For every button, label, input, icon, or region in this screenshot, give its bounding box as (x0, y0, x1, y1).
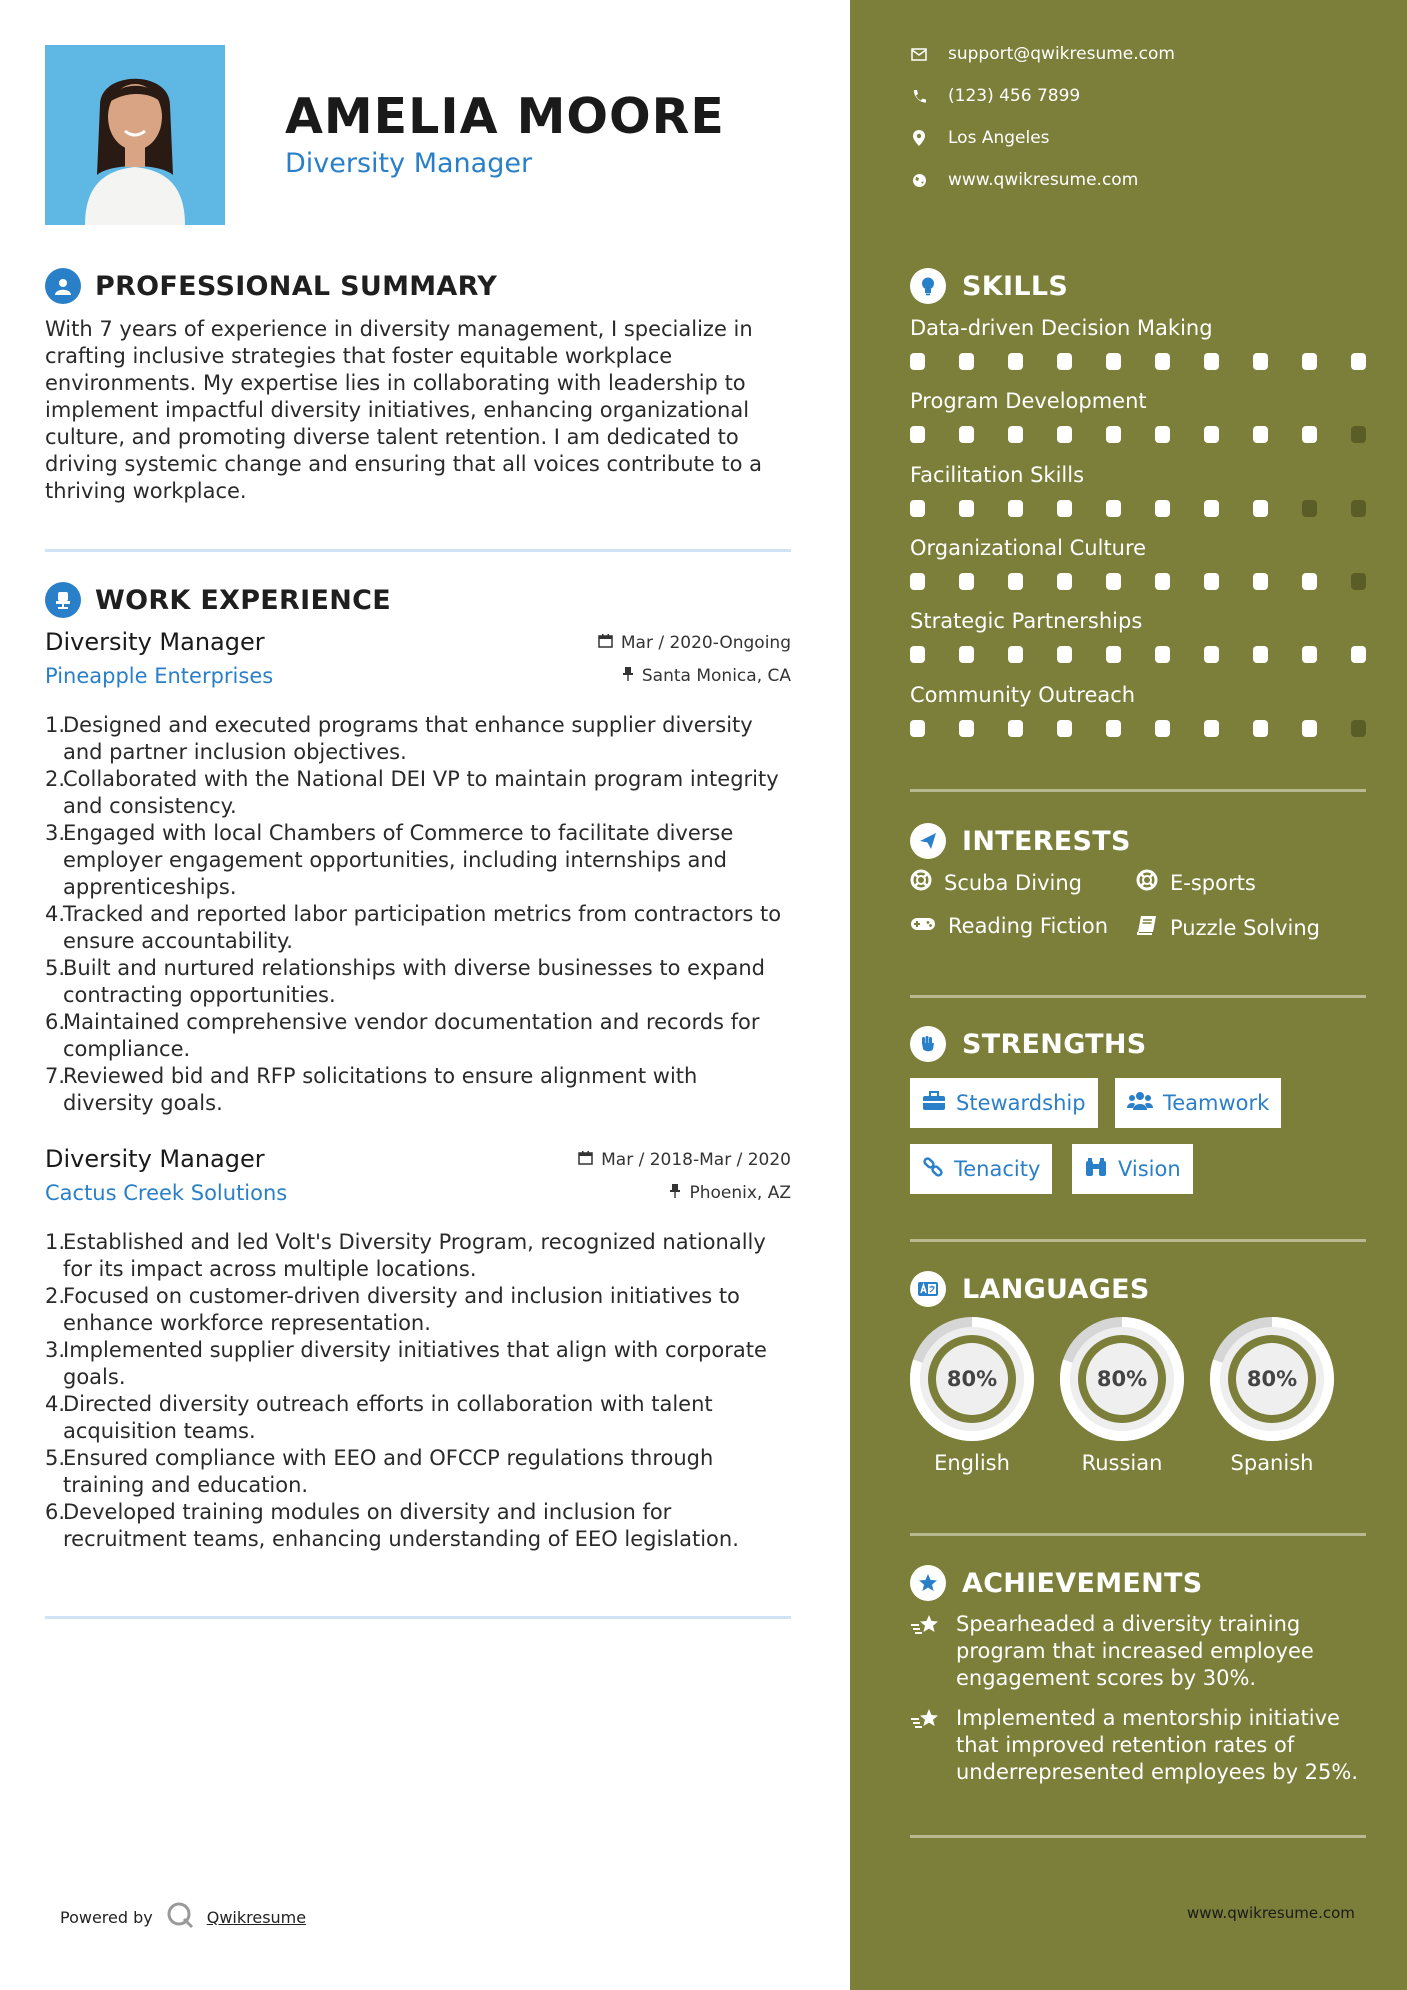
job-bullets (45, 1229, 791, 1553)
rating-dot-filled (910, 720, 925, 737)
briefcase-icon (922, 1091, 946, 1116)
rating-dot-filled (910, 573, 925, 590)
rating-dot-empty (1351, 720, 1366, 737)
rating-dot-filled (959, 426, 974, 443)
skill-label: Community Outreach (910, 683, 1136, 707)
divider (910, 1533, 1366, 1536)
interest-item: Scuba Diving (910, 869, 1082, 896)
contact-website: www.qwikresume.com (910, 170, 1138, 190)
lightbulb-icon (910, 268, 946, 304)
candidate-name: AMELIA MOORE (285, 88, 725, 145)
languages-heading: LANGUAGES (910, 1271, 1150, 1307)
footer-powered-by: Powered by Qwikresume (60, 1900, 306, 1934)
list-item: 6. Developed training modules on diversity and inclusion for recruitment teams, enhancing understanding of EEO legislation. (45, 1500, 739, 1551)
rating-dot-empty (1302, 500, 1317, 517)
rating-dot-filled (1155, 500, 1170, 517)
users-icon (1127, 1091, 1153, 1116)
envelope-icon (910, 45, 928, 63)
job-bullets (45, 712, 791, 1117)
divider (910, 1835, 1366, 1838)
list-item: 3. Engaged with local Chambers of Commerce to facilitate diverse employer engagement opportunities, including internships and apprenticeships. (45, 821, 734, 899)
rating-dot-filled (1204, 500, 1219, 517)
rating-dot-filled (1253, 720, 1268, 737)
interest-item: Reading Fiction (910, 914, 1108, 938)
rating-dot-filled (910, 426, 925, 443)
strength-badge: Teamwork (1115, 1078, 1281, 1128)
experience-heading: WORK EXPERIENCE (45, 582, 391, 618)
achievement-item: Spearheaded a diversity training program that increased employee engagement scores by 30%. (910, 1611, 1370, 1692)
skill-item (910, 389, 1370, 443)
pin-icon (622, 666, 634, 686)
divider (910, 789, 1366, 792)
rating-dot-filled (959, 353, 974, 370)
candidate-role: Diversity Manager (285, 148, 533, 179)
list-item: 4. Tracked and reported labor participation metrics from contractors to ensure accountability. (45, 902, 782, 953)
user-icon (45, 268, 81, 304)
chair-icon (45, 582, 81, 618)
rating-dot-empty (1351, 426, 1366, 443)
skill-label: Facilitation Skills (910, 463, 1085, 487)
rating-dot-filled (1057, 426, 1072, 443)
skill-item (910, 316, 1370, 370)
interests-heading: INTERESTS (910, 823, 1131, 859)
list-item: 1. Established and led Volt's Diversity Program, recognized nationally for its impact across multiple locations. (45, 1230, 766, 1281)
rating-dot-empty (1351, 573, 1366, 590)
book-icon (1136, 914, 1158, 941)
paper-plane-icon (910, 823, 946, 859)
rating-dot-filled (1008, 646, 1023, 663)
globe-icon (910, 171, 928, 189)
rating-dot-filled (1057, 573, 1072, 590)
rating-dot-filled (1155, 353, 1170, 370)
skill-label: Data-driven Decision Making (910, 316, 1213, 340)
rating-dot-filled (1302, 646, 1317, 663)
rating-dot-filled (1057, 720, 1072, 737)
language-label: Russian (1081, 1451, 1163, 1475)
language-percent: 80% (1246, 1367, 1298, 1391)
calendar-icon (598, 633, 613, 653)
strength-badge: Tenacity (910, 1144, 1052, 1194)
job-company: Cactus Creek Solutions (45, 1181, 288, 1205)
contact-location: Los Angeles (910, 128, 1050, 148)
rating-dot-filled (1204, 426, 1219, 443)
rating-dot-filled (1351, 646, 1366, 663)
footer-website[interactable]: www.qwikresume.com (1187, 1904, 1355, 1922)
skill-item (910, 536, 1370, 590)
skill-item (910, 463, 1370, 517)
link-icon (922, 1156, 944, 1183)
language-label: English (934, 1451, 1010, 1475)
skill-rating (910, 500, 1366, 517)
rating-dot-filled (1155, 573, 1170, 590)
lifebuoy-icon (910, 869, 932, 896)
divider (45, 1616, 791, 1619)
language-item (1060, 1317, 1184, 1475)
skill-item (910, 683, 1370, 737)
rating-dot-filled (1106, 646, 1121, 663)
map-marker-icon (910, 129, 928, 147)
rating-dot-filled (1008, 500, 1023, 517)
rating-dot-filled (1204, 646, 1219, 663)
rating-dot-filled (1253, 646, 1268, 663)
rating-dot-filled (959, 573, 974, 590)
pin-icon (669, 1183, 681, 1203)
rating-dot-filled (1302, 720, 1317, 737)
rating-dot-filled (959, 720, 974, 737)
list-item: 2. Focused on customer-driven diversity and inclusion initiatives to enhance workforce representation. (45, 1284, 740, 1335)
skill-item (910, 609, 1370, 663)
rating-dot-filled (910, 353, 925, 370)
qwikresume-logo-icon (165, 1900, 195, 1934)
rating-dot-filled (959, 500, 974, 517)
lifebuoy-icon (1136, 869, 1158, 896)
profile-photo (45, 45, 225, 225)
skill-label: Strategic Partnerships (910, 609, 1143, 633)
phone-icon (910, 87, 928, 105)
language-percent: 80% (1096, 1367, 1148, 1391)
rating-dot-filled (1155, 720, 1170, 737)
rating-dot-filled (1204, 353, 1219, 370)
translate-icon (910, 1271, 946, 1307)
sidebar (850, 0, 1407, 1990)
job-title: Diversity Manager (45, 1145, 265, 1173)
rating-dot-filled (1253, 353, 1268, 370)
rating-dot-filled (1302, 573, 1317, 590)
gamepad-icon (910, 914, 936, 938)
summary-text: With 7 years of experience in diversity management, I specialize in crafting inclusive strategies that foster equitable workplace environments. My expertise lies in collaborating with leadership to implement impactful diversity initiatives, enhancing organizational culture, and promoting diverse talent retention. I am dedicated to driving systemic change and ensuring that all voices contribute to a thriving workplace. (45, 317, 762, 503)
rating-dot-filled (1204, 720, 1219, 737)
skills-heading: SKILLS (910, 268, 1068, 304)
strengths-heading: STRENGTHS (910, 1026, 1147, 1062)
rating-dot-filled (1302, 426, 1317, 443)
summary-heading: PROFESSIONAL SUMMARY (45, 268, 497, 304)
skill-label: Program Development (910, 389, 1147, 413)
achievement-item: Implemented a mentorship initiative that improved retention rates of underrepresented employees by 25%. (910, 1705, 1370, 1786)
rating-dot-filled (910, 646, 925, 663)
list-item: 3. Implemented supplier diversity initiatives that align with corporate goals. (45, 1338, 767, 1389)
interest-item: E-sports (1136, 869, 1256, 896)
divider (910, 995, 1366, 998)
skill-rating (910, 353, 1366, 370)
shooting-star-icon (910, 1613, 942, 1692)
rating-dot-filled (1057, 646, 1072, 663)
rating-dot-filled (959, 646, 974, 663)
list-item: 1. Designed and executed programs that enhance supplier diversity and partner inclusion objectives. (45, 713, 753, 764)
rating-dot-filled (910, 500, 925, 517)
rating-dot-filled (1351, 353, 1366, 370)
job-entry (45, 628, 791, 1117)
calendar-icon (578, 1150, 593, 1170)
rating-dot-filled (1155, 426, 1170, 443)
divider (910, 1239, 1366, 1242)
rating-dot-filled (1008, 573, 1023, 590)
rating-dot-filled (1106, 426, 1121, 443)
list-item: 5. Ensured compliance with EEO and OFCCP regulations through training and education. (45, 1446, 714, 1497)
job-date: Mar / 2020-Ongoing (598, 633, 791, 653)
rating-dot-filled (1204, 573, 1219, 590)
divider (45, 549, 791, 552)
contact-phone: (123) 456 7899 (910, 86, 1080, 106)
job-location: Phoenix, AZ (669, 1183, 791, 1203)
language-item (910, 1317, 1034, 1475)
rating-dot-filled (1155, 646, 1170, 663)
skill-rating (910, 720, 1366, 737)
contact-email: support@qwikresume.com (910, 44, 1175, 64)
star-badge-icon (910, 1565, 946, 1601)
job-title: Diversity Manager (45, 628, 265, 656)
language-label: Spanish (1230, 1451, 1314, 1475)
job-date: Mar / 2018-Mar / 2020 (578, 1150, 791, 1170)
rating-dot-filled (1253, 426, 1268, 443)
list-item: 5. Built and nurtured relationships with diverse businesses to expand contracting opportunities. (45, 956, 765, 1007)
interest-item: Puzzle Solving (1136, 914, 1320, 941)
achievements-heading: ACHIEVEMENTS (910, 1565, 1203, 1601)
rating-dot-filled (1253, 573, 1268, 590)
rating-dot-filled (1106, 720, 1121, 737)
rating-dot-filled (1106, 573, 1121, 590)
skill-rating (910, 646, 1366, 663)
shooting-star-icon (910, 1707, 942, 1786)
list-item: 7. Reviewed bid and RFP solicitations to ensure alignment with diversity goals. (45, 1064, 698, 1115)
rating-dot-filled (1106, 353, 1121, 370)
skill-rating (910, 573, 1366, 590)
binoculars-icon (1084, 1157, 1108, 1182)
job-company: Pineapple Enterprises (45, 664, 274, 688)
rating-dot-filled (1253, 500, 1268, 517)
rating-dot-filled (1008, 426, 1023, 443)
list-item: 6. Maintained comprehensive vendor documentation and records for compliance. (45, 1010, 760, 1061)
rating-dot-filled (1008, 720, 1023, 737)
language-item (1210, 1317, 1334, 1475)
rating-dot-filled (1057, 353, 1072, 370)
rating-dot-filled (1302, 353, 1317, 370)
strength-badge: Stewardship (910, 1078, 1098, 1128)
rating-dot-filled (1057, 500, 1072, 517)
list-item: 2. Collaborated with the National DEI VP to maintain program integrity and consistency. (45, 767, 779, 818)
language-percent: 80% (946, 1367, 998, 1391)
rating-dot-empty (1351, 500, 1366, 517)
job-location: Santa Monica, CA (622, 666, 791, 686)
strength-badge: Vision (1072, 1144, 1193, 1194)
rating-dot-filled (1106, 500, 1121, 517)
footer-brand-link[interactable]: Qwikresume (206, 1907, 307, 1927)
job-entry (45, 1145, 791, 1553)
fist-icon (910, 1026, 946, 1062)
skill-label: Organizational Culture (910, 536, 1147, 560)
rating-dot-filled (1008, 353, 1023, 370)
skill-rating (910, 426, 1366, 443)
list-item: 4. Directed diversity outreach efforts in collaboration with talent acquisition teams. (45, 1392, 713, 1443)
